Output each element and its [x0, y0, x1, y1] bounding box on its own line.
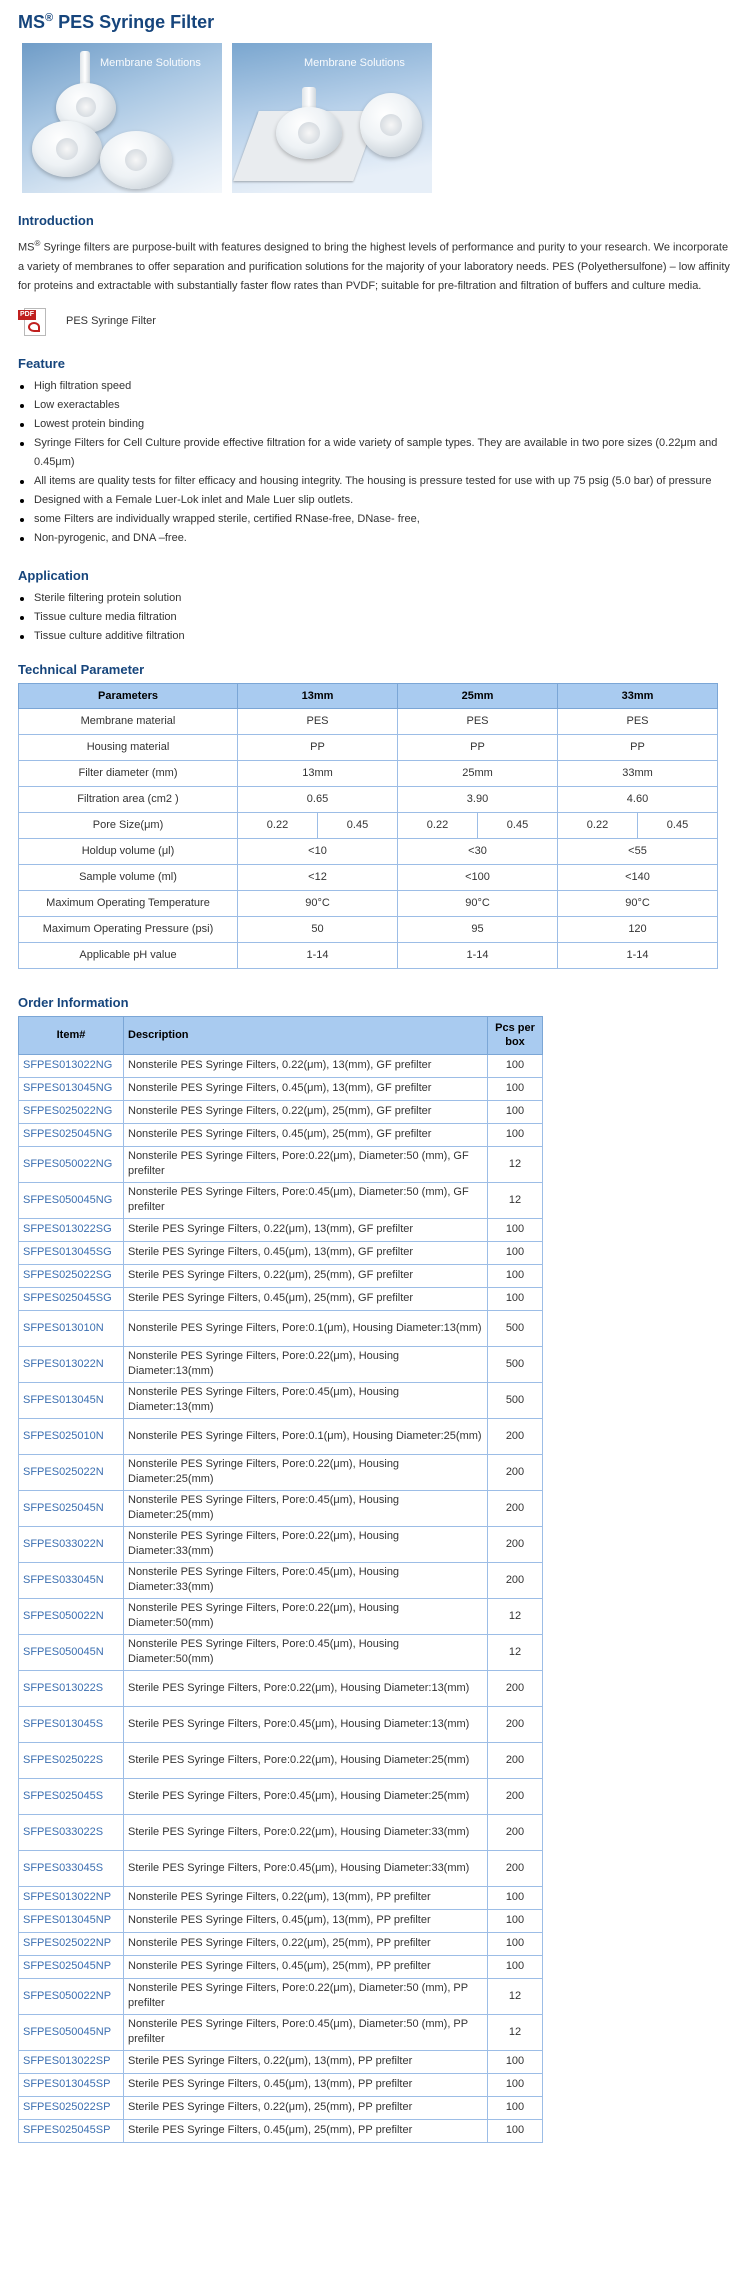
table-row	[19, 1955, 543, 1978]
parameter-label: Membrane material	[19, 708, 238, 734]
item-description: Sterile PES Syringe Filters, 0.45(μm), 13(mm), PP prefilter	[124, 2073, 488, 2096]
table-cell: 0.45	[478, 812, 558, 838]
table-row	[19, 1850, 543, 1886]
item-description: Nonsterile PES Syringe Filters, Pore:0.1(μm), Housing Diameter:25(mm)	[124, 1418, 488, 1454]
table-row	[19, 2096, 543, 2119]
item-number-link[interactable]: SFPES050022NP	[19, 1978, 124, 2014]
table-header: Parameters	[19, 683, 238, 708]
table-cell: 90°C	[398, 890, 558, 916]
list-item: Lowest protein binding	[18, 415, 730, 434]
parameter-label: Holdup volume (μl)	[19, 838, 238, 864]
pdf-badge: PDF	[20, 310, 34, 318]
table-cell: <100	[398, 864, 558, 890]
item-description: Nonsterile PES Syringe Filters, 0.45(μm), 25(mm), PP prefilter	[124, 1955, 488, 1978]
pcs-per-box: 100	[488, 2073, 543, 2096]
item-description: Sterile PES Syringe Filters, 0.45(μm), 25(mm), PP prefilter	[124, 2119, 488, 2142]
table-cell: <10	[238, 838, 398, 864]
pdf-link-label[interactable]: PES Syringe Filter	[66, 314, 156, 327]
list-item: Low exeractables	[18, 396, 730, 415]
item-number-link[interactable]: SFPES050022NG	[19, 1146, 124, 1182]
item-number-link[interactable]: SFPES025045S	[19, 1778, 124, 1814]
pcs-per-box: 200	[488, 1562, 543, 1598]
item-number-link[interactable]: SFPES013022N	[19, 1346, 124, 1382]
item-number-link[interactable]: SFPES025045SG	[19, 1287, 124, 1310]
pcs-per-box: 100	[488, 1077, 543, 1100]
pcs-per-box: 500	[488, 1346, 543, 1382]
table-cell: PES	[238, 708, 398, 734]
table-row	[19, 916, 718, 942]
table-row	[19, 890, 718, 916]
technical-heading: Technical Parameter	[18, 661, 145, 677]
table-row	[19, 864, 718, 890]
filter-disc-shape	[100, 131, 172, 189]
product-photo-1[interactable]	[22, 43, 222, 193]
table-cell: 1-14	[238, 942, 398, 968]
list-item: High filtration speed	[18, 377, 730, 396]
list-item: Designed with a Female Luer-Lok inlet and Male Luer slip outlets.	[18, 491, 730, 510]
table-header: 13mm	[238, 683, 398, 708]
table-cell: PP	[398, 734, 558, 760]
table-header: Item#	[19, 1016, 124, 1054]
item-description: Nonsterile PES Syringe Filters, Pore:0.22(μm), Housing Diameter:50(mm)	[124, 1598, 488, 1634]
table-header: 25mm	[398, 683, 558, 708]
parameter-label: Filter diameter (mm)	[19, 760, 238, 786]
table-row	[19, 1886, 543, 1909]
application-list	[18, 589, 732, 646]
table-row	[19, 942, 718, 968]
table-row	[19, 1526, 543, 1562]
table-header: Description	[124, 1016, 488, 1054]
table-row	[19, 838, 718, 864]
table-row	[19, 1287, 543, 1310]
item-number-link[interactable]: SFPES013022SG	[19, 1218, 124, 1241]
table-cell: 0.45	[638, 812, 718, 838]
order-information-table	[18, 1016, 543, 2143]
item-description: Sterile PES Syringe Filters, Pore:0.22(μm), Housing Diameter:13(mm)	[124, 1670, 488, 1706]
photo-watermark: Membrane Solutions	[100, 57, 201, 69]
feature-heading: Feature	[18, 355, 65, 371]
item-description: Nonsterile PES Syringe Filters, Pore:0.45(μm), Housing Diameter:33(mm)	[124, 1562, 488, 1598]
pcs-per-box: 200	[488, 1670, 543, 1706]
item-description: Nonsterile PES Syringe Filters, 0.45(μm), 13(mm), PP prefilter	[124, 1909, 488, 1932]
table-cell: <55	[558, 838, 718, 864]
item-number-link[interactable]: SFPES033022N	[19, 1526, 124, 1562]
table-cell: 0.65	[238, 786, 398, 812]
table-row	[19, 1100, 543, 1123]
parameter-label: Maximum Operating Pressure (psi)	[19, 916, 238, 942]
title-brand: MS	[18, 12, 45, 32]
table-row	[19, 1123, 543, 1146]
table-row	[19, 760, 718, 786]
list-item: Tissue culture media filtration	[18, 608, 730, 627]
pcs-per-box: 500	[488, 1382, 543, 1418]
table-row	[19, 1382, 543, 1418]
table-row	[19, 1241, 543, 1264]
item-number-link[interactable]: SFPES013010N	[19, 1310, 124, 1346]
item-number-link[interactable]: SFPES025045NP	[19, 1955, 124, 1978]
list-item: Syringe Filters for Cell Culture provide effective filtration for a wide variety of sample types. They are available in two pore sizes (0.22μm and 0.45μm)	[18, 434, 730, 472]
photo-watermark: Membrane Solutions	[304, 57, 405, 69]
parameter-label: Applicable pH value	[19, 942, 238, 968]
table-row	[19, 1346, 543, 1382]
table-row	[19, 2014, 543, 2050]
table-row	[19, 786, 718, 812]
pcs-per-box: 100	[488, 1218, 543, 1241]
item-description: Sterile PES Syringe Filters, 0.45(μm), 13(mm), GF prefilter	[124, 1241, 488, 1264]
title-reg-mark: ®	[45, 12, 54, 24]
item-description: Nonsterile PES Syringe Filters, Pore:0.45(μm), Diameter:50 (mm), PP prefilter	[124, 2014, 488, 2050]
table-cell: 0.22	[398, 812, 478, 838]
item-number-link[interactable]: SFPES050045NP	[19, 2014, 124, 2050]
item-number-link[interactable]: SFPES013045NP	[19, 1909, 124, 1932]
pcs-per-box: 100	[488, 1287, 543, 1310]
pcs-per-box: 200	[488, 1418, 543, 1454]
item-description: Sterile PES Syringe Filters, 0.22(μm), 13(mm), GF prefilter	[124, 1218, 488, 1241]
table-row	[19, 1778, 543, 1814]
item-number-link[interactable]: SFPES050045NG	[19, 1182, 124, 1218]
pcs-per-box: 200	[488, 1814, 543, 1850]
filter-disc-shape	[360, 93, 422, 157]
page-title	[18, 12, 732, 33]
technical-parameter-table	[18, 683, 718, 969]
pcs-per-box: 100	[488, 1909, 543, 1932]
table-cell: PP	[238, 734, 398, 760]
table-row	[19, 1909, 543, 1932]
table-cell: PES	[558, 708, 718, 734]
introduction-text: MS® Syringe filters are purpose-built with features designed to bring the highest levels of performance and purity to your research. We incorporate a variety of membranes to offer separation and purification solutions for the majority of your laboratory needs. PES (Polyethersulfone) – low affinity for proteins and extractable with substantially faster flow rates than PVDF; suitable for pre-filtration and filtration of buffers and culture media.	[18, 239, 730, 292]
table-row	[19, 2073, 543, 2096]
title-text: PES Syringe Filter	[53, 12, 215, 32]
table-row	[19, 1310, 543, 1346]
table-cell: <12	[238, 864, 398, 890]
list-item: some Filters are individually wrapped sterile, certified RNase-free, DNase- free,	[18, 510, 730, 529]
pcs-per-box: 500	[488, 1310, 543, 1346]
table-row	[19, 1182, 543, 1218]
pcs-per-box: 200	[488, 1850, 543, 1886]
table-row	[19, 1264, 543, 1287]
table-cell: PES	[398, 708, 558, 734]
pcs-per-box: 12	[488, 1146, 543, 1182]
table-row	[19, 1454, 543, 1490]
pcs-per-box: 12	[488, 2014, 543, 2050]
item-description: Nonsterile PES Syringe Filters, Pore:0.22(μm), Housing Diameter:13(mm)	[124, 1346, 488, 1382]
parameter-label: Housing material	[19, 734, 238, 760]
item-number-link[interactable]: SFPES013045NG	[19, 1077, 124, 1100]
item-number-link[interactable]: SFPES013022NP	[19, 1886, 124, 1909]
item-description: Sterile PES Syringe Filters, Pore:0.45(μm), Housing Diameter:33(mm)	[124, 1850, 488, 1886]
table-cell: 13mm	[238, 760, 398, 786]
list-item: Non-pyrogenic, and DNA –free.	[18, 529, 730, 548]
pcs-per-box: 200	[488, 1526, 543, 1562]
table-row	[19, 1978, 543, 2014]
item-description: Nonsterile PES Syringe Filters, 0.22(μm), 25(mm), GF prefilter	[124, 1100, 488, 1123]
table-header: 33mm	[558, 683, 718, 708]
pcs-per-box: 100	[488, 1123, 543, 1146]
pcs-per-box: 100	[488, 1955, 543, 1978]
item-description: Sterile PES Syringe Filters, 0.22(μm), 25(mm), GF prefilter	[124, 1264, 488, 1287]
pcs-per-box: 12	[488, 1978, 543, 2014]
table-cell: 0.45	[318, 812, 398, 838]
item-number-link[interactable]: SFPES050022N	[19, 1598, 124, 1634]
table-row	[19, 1598, 543, 1634]
item-description: Nonsterile PES Syringe Filters, Pore:0.45(μm), Diameter:50 (mm), GF prefilter	[124, 1182, 488, 1218]
pcs-per-box: 100	[488, 1932, 543, 1955]
table-cell: 3.90	[398, 786, 558, 812]
item-number-link[interactable]: SFPES013045N	[19, 1382, 124, 1418]
product-photos	[22, 43, 732, 193]
pcs-per-box: 100	[488, 1054, 543, 1077]
item-description: Nonsterile PES Syringe Filters, Pore:0.45(μm), Housing Diameter:25(mm)	[124, 1490, 488, 1526]
filter-disc-shape	[32, 121, 102, 177]
item-description: Sterile PES Syringe Filters, 0.45(μm), 25(mm), GF prefilter	[124, 1287, 488, 1310]
item-description: Nonsterile PES Syringe Filters, 0.45(μm), 25(mm), GF prefilter	[124, 1123, 488, 1146]
item-number-link[interactable]: SFPES013045SG	[19, 1241, 124, 1264]
item-description: Nonsterile PES Syringe Filters, 0.22(μm), 13(mm), PP prefilter	[124, 1886, 488, 1909]
pdf-download[interactable]	[18, 306, 732, 336]
item-number-link[interactable]: SFPES025010N	[19, 1418, 124, 1454]
pcs-per-box: 200	[488, 1454, 543, 1490]
item-description: Nonsterile PES Syringe Filters, Pore:0.45(μm), Housing Diameter:13(mm)	[124, 1382, 488, 1418]
item-number-link[interactable]: SFPES013022NG	[19, 1054, 124, 1077]
item-description: Sterile PES Syringe Filters, 0.22(μm), 25(mm), PP prefilter	[124, 2096, 488, 2119]
pcs-per-box: 200	[488, 1778, 543, 1814]
table-row	[19, 1814, 543, 1850]
item-number-link[interactable]: SFPES013045SP	[19, 2073, 124, 2096]
parameter-label: Maximum Operating Temperature	[19, 890, 238, 916]
item-description: Sterile PES Syringe Filters, Pore:0.45(μm), Housing Diameter:25(mm)	[124, 1778, 488, 1814]
item-description: Nonsterile PES Syringe Filters, Pore:0.22(μm), Housing Diameter:33(mm)	[124, 1526, 488, 1562]
table-row	[19, 1077, 543, 1100]
item-number-link[interactable]: SFPES025022S	[19, 1742, 124, 1778]
table-row	[19, 1562, 543, 1598]
table-row	[19, 1218, 543, 1241]
item-number-link[interactable]: SFPES013045S	[19, 1706, 124, 1742]
table-cell: 25mm	[398, 760, 558, 786]
item-description: Sterile PES Syringe Filters, 0.22(μm), 13(mm), PP prefilter	[124, 2050, 488, 2073]
pdf-icon[interactable]	[18, 306, 48, 336]
product-photo-2[interactable]	[232, 43, 432, 193]
feature-list	[18, 377, 732, 548]
list-item: All items are quality tests for filter efficacy and housing integrity. The housing is pressure tested for use with up 75 psig (5.0 bar) of pressure	[18, 472, 730, 491]
table-cell: 33mm	[558, 760, 718, 786]
item-description: Sterile PES Syringe Filters, Pore:0.45(μm), Housing Diameter:13(mm)	[124, 1706, 488, 1742]
item-number-link[interactable]: SFPES025045NG	[19, 1123, 124, 1146]
pcs-per-box: 200	[488, 1706, 543, 1742]
table-cell: <140	[558, 864, 718, 890]
pcs-per-box: 100	[488, 1100, 543, 1123]
table-cell: 1-14	[398, 942, 558, 968]
item-number-link[interactable]: SFPES013022S	[19, 1670, 124, 1706]
order-heading: Order Information	[18, 994, 129, 1010]
pcs-per-box: 12	[488, 1634, 543, 1670]
item-description: Nonsterile PES Syringe Filters, 0.22(μm), 13(mm), GF prefilter	[124, 1054, 488, 1077]
table-row	[19, 1054, 543, 1077]
pcs-per-box: 100	[488, 2050, 543, 2073]
item-number-link[interactable]: SFPES033022S	[19, 1814, 124, 1850]
item-number-link[interactable]: SFPES013022SP	[19, 2050, 124, 2073]
table-row	[19, 1490, 543, 1526]
table-cell: 4.60	[558, 786, 718, 812]
table-cell: 95	[398, 916, 558, 942]
pcs-per-box: 100	[488, 2119, 543, 2142]
table-cell: PP	[558, 734, 718, 760]
table-cell: 0.22	[238, 812, 318, 838]
pcs-per-box: 12	[488, 1182, 543, 1218]
table-row	[19, 708, 718, 734]
pcs-per-box: 100	[488, 1241, 543, 1264]
item-number-link[interactable]: SFPES025022SG	[19, 1264, 124, 1287]
table-cell: 50	[238, 916, 398, 942]
table-row	[19, 1932, 543, 1955]
filter-disc-shape	[276, 107, 342, 159]
parameter-label: Sample volume (ml)	[19, 864, 238, 890]
table-row	[19, 1706, 543, 1742]
item-description: Sterile PES Syringe Filters, Pore:0.22(μm), Housing Diameter:33(mm)	[124, 1814, 488, 1850]
item-number-link[interactable]: SFPES025022SP	[19, 2096, 124, 2119]
pcs-per-box: 100	[488, 1886, 543, 1909]
item-number-link[interactable]: SFPES025022NP	[19, 1932, 124, 1955]
item-description: Nonsterile PES Syringe Filters, Pore:0.22(μm), Diameter:50 (mm), PP prefilter	[124, 1978, 488, 2014]
item-number-link[interactable]: SFPES033045N	[19, 1562, 124, 1598]
table-row	[19, 1634, 543, 1670]
table-row	[19, 1742, 543, 1778]
table-row	[19, 1670, 543, 1706]
parameter-label: Filtration area (cm2 )	[19, 786, 238, 812]
item-number-link[interactable]: SFPES033045S	[19, 1850, 124, 1886]
pcs-per-box: 200	[488, 1742, 543, 1778]
introduction-heading: Introduction	[18, 213, 94, 228]
table-row	[19, 1418, 543, 1454]
item-description: Nonsterile PES Syringe Filters, 0.45(μm), 13(mm), GF prefilter	[124, 1077, 488, 1100]
table-cell: 90°C	[238, 890, 398, 916]
item-description: Sterile PES Syringe Filters, Pore:0.22(μm), Housing Diameter:25(mm)	[124, 1742, 488, 1778]
item-number-link[interactable]: SFPES025045SP	[19, 2119, 124, 2142]
parameter-label: Pore Size(μm)	[19, 812, 238, 838]
pcs-per-box: 12	[488, 1598, 543, 1634]
pcs-per-box: 100	[488, 1264, 543, 1287]
table-cell: 1-14	[558, 942, 718, 968]
table-row	[19, 2050, 543, 2073]
table-cell: 120	[558, 916, 718, 942]
item-number-link[interactable]: SFPES025045N	[19, 1490, 124, 1526]
item-description: Nonsterile PES Syringe Filters, Pore:0.1(μm), Housing Diameter:13(mm)	[124, 1310, 488, 1346]
application-heading: Application	[18, 567, 89, 583]
item-number-link[interactable]: SFPES050045N	[19, 1634, 124, 1670]
pcs-per-box: 200	[488, 1490, 543, 1526]
table-row	[19, 734, 718, 760]
item-description: Nonsterile PES Syringe Filters, Pore:0.22(μm), Housing Diameter:25(mm)	[124, 1454, 488, 1490]
table-cell: 0.22	[558, 812, 638, 838]
item-description: Nonsterile PES Syringe Filters, Pore:0.45(μm), Housing Diameter:50(mm)	[124, 1634, 488, 1670]
list-item: Sterile filtering protein solution	[18, 589, 730, 608]
item-number-link[interactable]: SFPES025022NG	[19, 1100, 124, 1123]
table-cell: 90°C	[558, 890, 718, 916]
table-row	[19, 812, 718, 838]
table-row	[19, 2119, 543, 2142]
list-item: Tissue culture additive filtration	[18, 627, 730, 646]
item-number-link[interactable]: SFPES025022N	[19, 1454, 124, 1490]
table-row	[19, 1146, 543, 1182]
pcs-per-box: 100	[488, 2096, 543, 2119]
item-description: Nonsterile PES Syringe Filters, Pore:0.22(μm), Diameter:50 (mm), GF prefilter	[124, 1146, 488, 1182]
table-cell: <30	[398, 838, 558, 864]
item-description: Nonsterile PES Syringe Filters, 0.22(μm), 25(mm), PP prefilter	[124, 1932, 488, 1955]
table-header: Pcs per box	[488, 1016, 543, 1054]
